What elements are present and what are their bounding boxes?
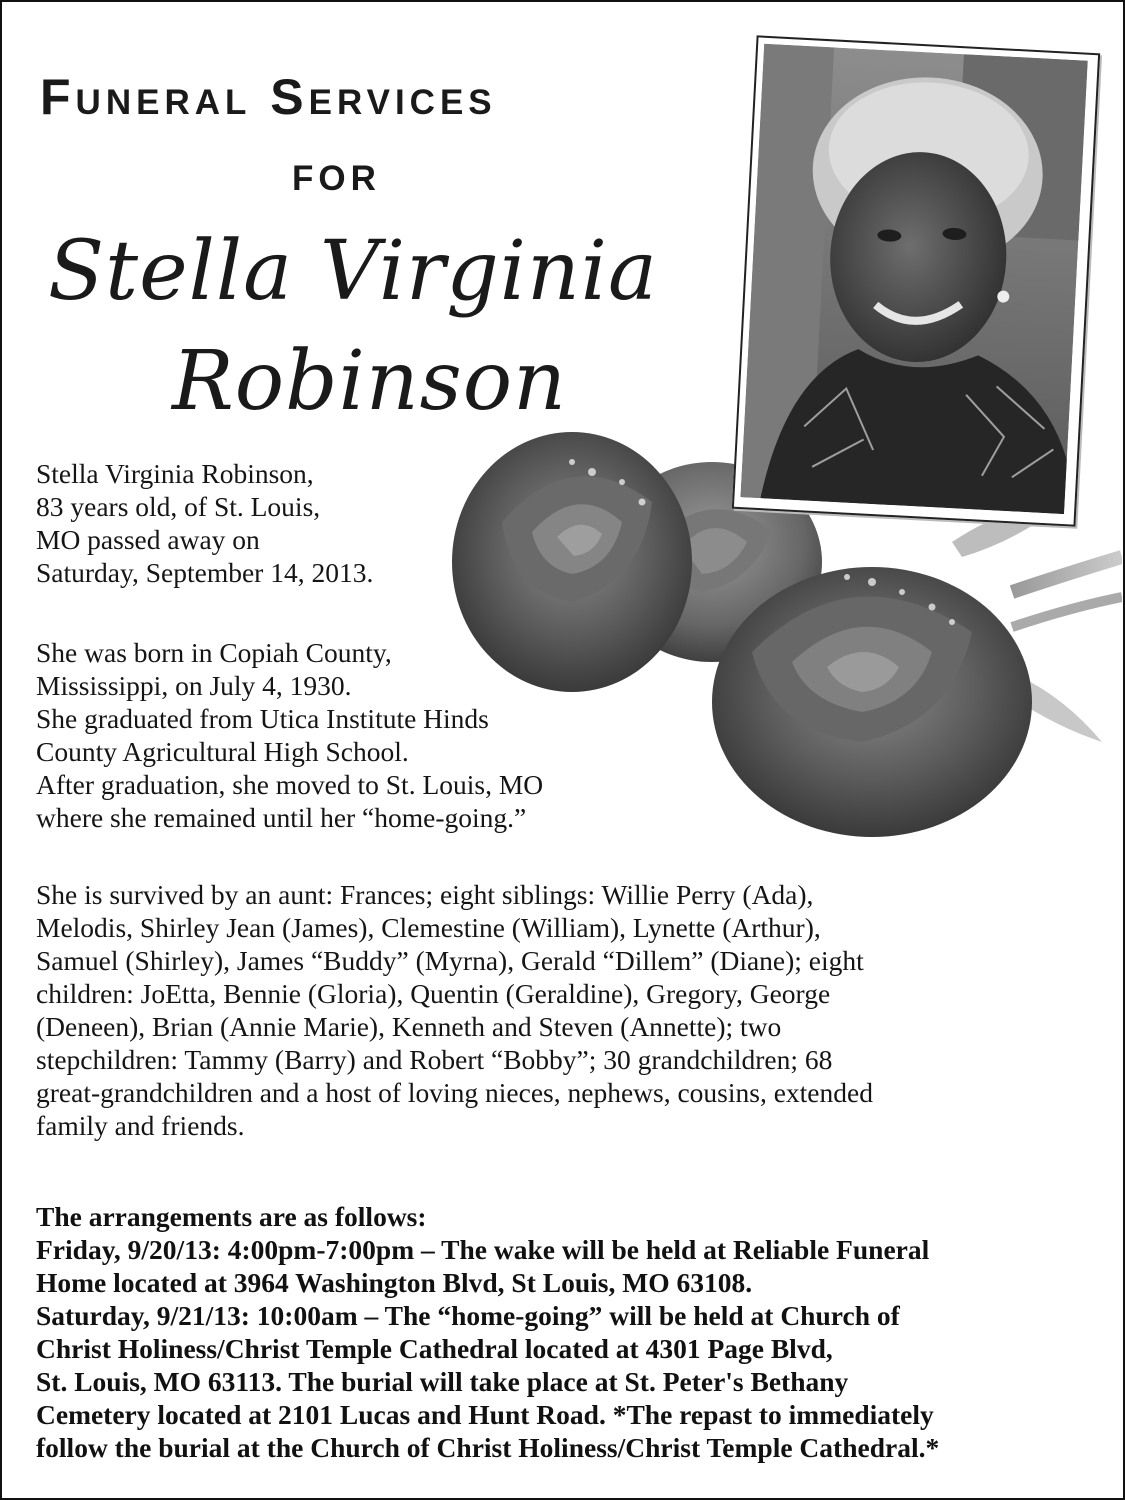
survivors-paragraph <box>36 878 1096 1142</box>
text-line: Cemetery located at 2101 Lucas and Hunt Road. *The repast to immediately <box>36 1399 934 1430</box>
deceased-name-first: Stella Virginia <box>48 224 658 319</box>
text-line: great-grandchildren and a host of loving nieces, nephews, cousins, extended <box>36 1077 873 1108</box>
text-line: Melodis, Shirley Jean (James), Clemestine (William), Lynette (Arthur), <box>36 912 821 943</box>
text-line: children: JoEtta, Bennie (Gloria), Quentin (Geraldine), Gregory, George <box>36 978 831 1009</box>
text-line: Saturday, September 14, 2013. <box>36 557 374 588</box>
arrangements-section <box>36 1200 939 1464</box>
text-line: County Agricultural High School. <box>36 736 409 767</box>
bio-paragraph <box>36 636 543 834</box>
text-line: After graduation, she moved to St. Louis, MO <box>36 769 544 800</box>
text-line: follow the burial at the Church of Christ Holiness/Christ Temple Cathedral.* <box>36 1432 940 1463</box>
text-line: She graduated from Utica Institute Hinds <box>36 703 489 734</box>
text-line: She was born in Copiah County, <box>36 637 392 668</box>
text-line: Christ Holiness/Christ Temple Cathedral located at 4301 Page Blvd, <box>36 1333 833 1364</box>
text-line: Home located at 3964 Washington Blvd, St Louis, MO 63108. <box>36 1267 753 1298</box>
heading-for: for <box>292 145 381 201</box>
text-line: Samuel (Shirley), James “Buddy” (Myrna), Gerald “Dillem” (Diane); eight <box>36 945 864 976</box>
text-line: where she remained until her “home-going.” <box>36 802 527 833</box>
text-line: MO passed away on <box>36 524 260 555</box>
text-line: Stella Virginia Robinson, <box>36 458 314 489</box>
text-line: She is survived by an aunt: Frances; eight siblings: Willie Perry (Ada), <box>36 879 814 910</box>
arrangements-heading: The arrangements are as follows: <box>36 1201 427 1232</box>
text-line: family and friends. <box>36 1110 245 1141</box>
text-line: Mississippi, on July 4, 1930. <box>36 670 352 701</box>
heading-funeral-services: Funeral Services <box>40 69 497 125</box>
deceased-name-last: Robinson <box>172 334 567 429</box>
text-line: Saturday, 9/21/13: 10:00am – The “home-going” will be held at Church of <box>36 1300 900 1331</box>
text-line: (Deneen), Brian (Annie Marie), Kenneth and Steven (Annette); two <box>36 1011 782 1042</box>
text-line: St. Louis, MO 63113. The burial will take place at St. Peter's Bethany <box>36 1366 849 1397</box>
intro-paragraph <box>36 457 373 589</box>
text-line: stepchildren: Tammy (Barry) and Robert “Bobby”; 30 grandchildren; 68 <box>36 1044 833 1075</box>
text-line: Friday, 9/20/13: 4:00pm-7:00pm – The wake will be held at Reliable Funeral <box>36 1234 930 1265</box>
portrait-photo <box>732 35 1100 526</box>
text-line: 83 years old, of St. Louis, <box>36 491 321 522</box>
